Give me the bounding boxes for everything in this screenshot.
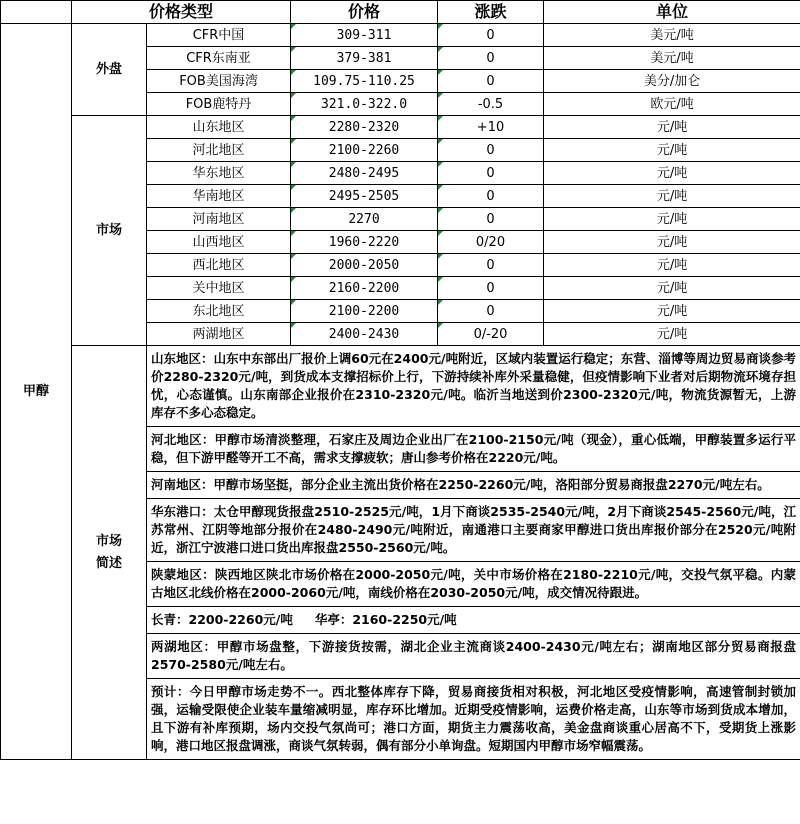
row-price: 379-381 [291,47,438,70]
row-price: 1960-2220 [291,231,438,254]
row-unit: 元/吨 [544,323,800,346]
note-changqing-huating [147,607,800,634]
row-type: 东北地区 [147,300,291,323]
row-price: 2100-2260 [291,139,438,162]
row-type: FOB美国海湾 [147,70,291,93]
note-shaanmeng: 陕蒙地区：陕西地区陕北市场价格在2000-2050元/吨，关中市场价格在2180-2210元/吨，交投气氛平稳。内蒙古地区北线价格在2000-2060元/吨，南线价格在2030-2050元/吨，成交情况待跟进。 [147,562,800,607]
note-hebei: 河北地区：甲醇市场清淡整理，石家庄及周边企业出厂在2100-2150元/吨（现金），重心低端，甲醇装置多运行平稳，但下游甲醛等开工不高，需求支撑疲软；唐山参考价格在2220元/吨。 [147,427,800,472]
note-huadong: 华东港口：太仓甲醇现货报盘2510-2525元/吨，1月下商谈2535-2540元/吨，2月下商谈2545-2560元/吨，江苏常州、江阴等地部分报价在2480-2490元/吨附近，南通港口主要商家甲醇进口货出库报价部分在2520元/吨附近，浙江宁波港口进口货出库报盘2550-2560元/吨。 [147,499,800,562]
header-change: 涨跌 [438,1,544,24]
row-price: 109.75-110.25 [291,70,438,93]
row-change: 0 [438,70,544,93]
row-type: 关中地区 [147,277,291,300]
summary-row [1,346,800,760]
row-type: 山东地区 [147,116,291,139]
row-type: FOB鹿特丹 [147,93,291,116]
row-change: 0/20 [438,231,544,254]
row-unit: 元/吨 [544,116,800,139]
row-unit: 欧元/吨 [544,93,800,116]
row-change: 0 [438,139,544,162]
row-unit: 元/吨 [544,231,800,254]
row-change: 0 [438,208,544,231]
row-change: +10 [438,116,544,139]
row-price: 2160-2200 [291,277,438,300]
row-unit: 美元/吨 [544,24,800,47]
row-unit: 元/吨 [544,277,800,300]
header-row [1,1,800,24]
row-unit: 元/吨 [544,139,800,162]
row-type: 华东地区 [147,162,291,185]
note-henan: 河南地区：甲醇市场坚挺，部分企业主流出货价格在2250-2260元/吨，洛阳部分贸易商报盘2270元/吨左右。 [147,472,800,499]
row-change: 0 [438,162,544,185]
row-type: 两湖地区 [147,323,291,346]
row-change: -0.5 [438,93,544,116]
row-unit: 元/吨 [544,254,800,277]
row-unit: 美元/吨 [544,47,800,70]
note-lianghu: 两湖地区：甲醇市场盘整，下游接货按需，湖北企业主流商谈2400-2430元/吨左右；湖南地区部分贸易商报盘2570-2580元/吨左右。 [147,634,800,679]
row-change: 0 [438,300,544,323]
row-change: 0 [438,254,544,277]
group-external: 外盘 [72,24,147,116]
header-type: 价格类型 [72,1,291,24]
row-type: 河南地区 [147,208,291,231]
row-type: 华南地区 [147,185,291,208]
group-market: 市场 [72,116,147,346]
note-changqing: 长青：2200-2260元/吨 [151,612,293,627]
row-price: 321.0-322.0 [291,93,438,116]
row-unit: 元/吨 [544,185,800,208]
row-change: 0 [438,24,544,47]
row-price: 2400-2430 [291,323,438,346]
row-unit: 元/吨 [544,162,800,185]
row-type: 河北地区 [147,139,291,162]
group-summary: 市场 简述 [72,346,147,760]
row-price: 2480-2495 [291,162,438,185]
header-blank [1,1,72,24]
note-shandong: 山东地区：山东中东部出厂报价上调60元在2400元/吨附近，区域内装置运行稳定；东营、淄博等周边贸易商谈参考价2280-2320元/吨，到货成本支撑招标价上行，下游持续补库外采量稳健，但疫情影响下业者对后期物流环境存担忧，心态谨慎。山东南部企业报价在2310-2320元/吨。临沂当地送到价2300-2320元/吨，物流货源暂无，上游库存不多心态稳定。 [147,346,800,427]
note-huating: 华亭：2160-2250元/吨 [314,612,457,627]
row-type: CFR中国 [147,24,291,47]
row-unit: 美分/加仑 [544,70,800,93]
header-price: 价格 [291,1,438,24]
header-unit: 单位 [544,1,800,24]
product-name: 甲醇 [1,24,72,760]
table-row [1,24,800,47]
row-price: 2280-2320 [291,116,438,139]
summary-notes [147,346,800,760]
row-change: 0/-20 [438,323,544,346]
row-type: CFR东南亚 [147,47,291,70]
row-change: 0 [438,185,544,208]
row-change: 0 [438,47,544,70]
table-row [1,116,800,139]
row-type: 西北地区 [147,254,291,277]
row-price: 2000-2050 [291,254,438,277]
row-price: 2100-2200 [291,300,438,323]
row-price: 2495-2505 [291,185,438,208]
row-unit: 元/吨 [544,208,800,231]
note-forecast: 预计：今日甲醇市场走势不一。西北整体库存下降，贸易商接货相对积极，河北地区受疫情影响，高速管制封锁加强，运输受限使企业装车量缩减明显，库存环比增加。近期受疫情影响，运费价格走高，山东等市场到货成本增加，且下游有补库预期，场内交投气氛尚可；港口方面，期货主力震荡收高，美金盘商谈重心居高不下，受期货上涨影响，港口地区报盘调涨，商谈气氛转弱，偶有部分小单询盘。短期国内甲醇市场窄幅震荡。 [151,684,797,753]
row-unit: 元/吨 [544,300,800,323]
row-type: 山西地区 [147,231,291,254]
row-price: 309-311 [291,24,438,47]
row-price: 2270 [291,208,438,231]
row-change: 0 [438,277,544,300]
